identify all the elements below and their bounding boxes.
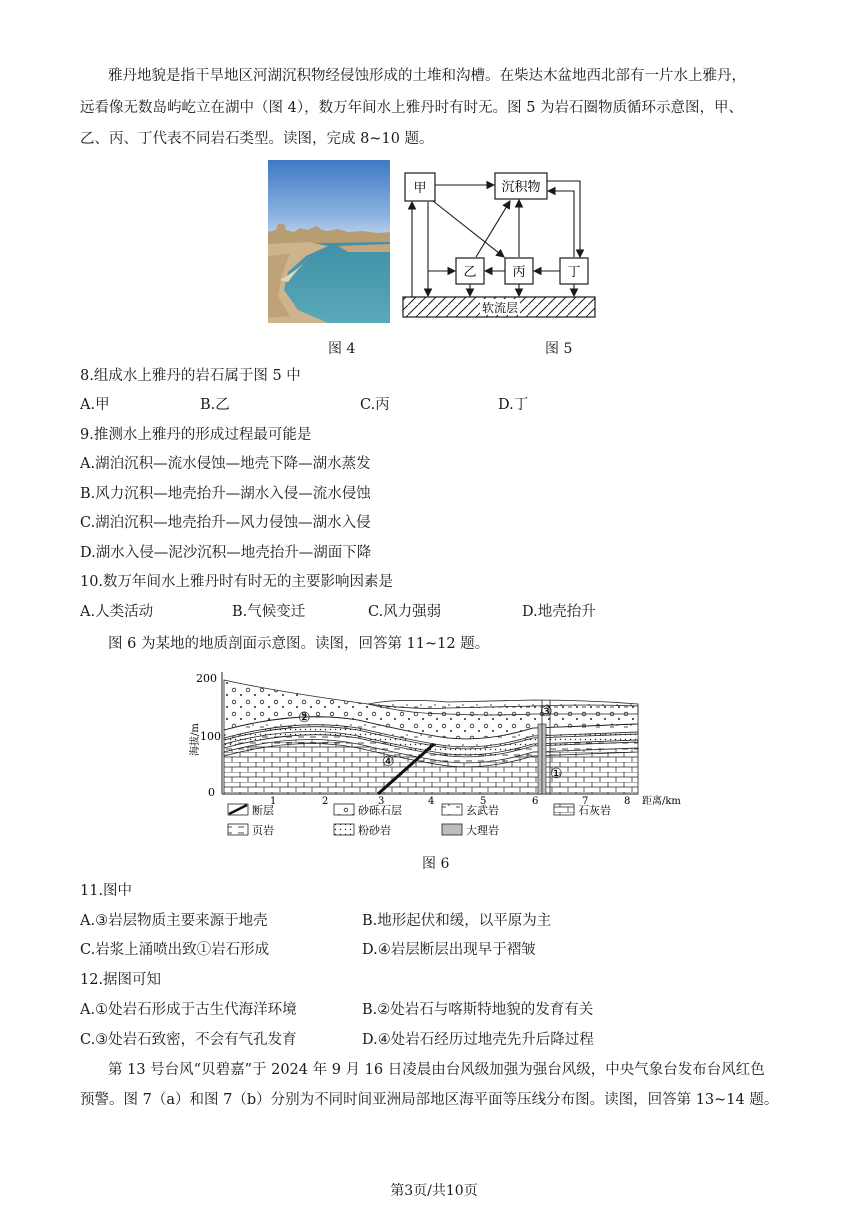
q10-option-c[interactable]: C.风力强弱 [368,604,442,620]
q8-option-c[interactable]: C.丙 [360,397,390,413]
x-tick-5: 5 [480,796,487,807]
fig6-legend [228,803,611,837]
fig6-strata [224,680,638,794]
q11-option-b[interactable]: B.地形起伏和缓，以平原为主 [362,913,552,929]
q9-option-a[interactable]: A.湖泊沉积—流水侵蚀—地壳下降—湖水蒸发 [80,456,371,472]
q10-option-a[interactable]: A.人类活动 [80,604,154,620]
intro-13-14-line1: 第 13 号台风“贝碧嘉”于 2024 年 9 月 16 日凌晨由台风级加强为强台风级，中央气象台发布台风红色 [108,1062,765,1078]
x-tick-6: 6 [532,796,539,807]
page-number-footer: 第3页/共10页 [390,1183,478,1199]
q12-option-c[interactable]: C.③处岩石致密，不会有气孔发育 [80,1032,297,1048]
legend-marble: 大理岩 [466,824,499,837]
q9-option-d[interactable]: D.湖水入侵—泥沙沉积—地壳抬升—湖面下降 [80,545,372,561]
q11-stem: 11.图中 [80,883,133,899]
fig5-caption: 图 5 [545,341,573,357]
mark-3: ③ [540,704,553,720]
fig4-caption: 图 4 [328,341,356,357]
intro-8-10-line1: 雅丹地貌是指干旱地区河湖沉积物经侵蚀形成的土堆和沟槽。在柴达木盆地西北部有一片水上雅丹， [108,68,746,84]
q8-stem: 8.组成水上雅丹的岩石属于图 5 中 [80,368,301,384]
label-jia: 甲 [413,181,427,196]
intro-8-10-line2: 远看像无数岛屿屹立在湖中（图 4），数万年间水上雅丹时有时无。图 5 为岩石圈物质循环示意图，甲、 [80,100,744,116]
q9-option-c[interactable]: C.湖泊沉积—地壳抬升—风力侵蚀—湖水入侵 [80,515,371,531]
q8-option-b[interactable]: B.乙 [200,397,230,413]
fig4-yardang-photo [268,160,390,323]
q12-option-b[interactable]: B.②处岩石与喀斯特地貌的发育有关 [362,1002,594,1018]
q12-stem: 12.据图可知 [80,972,162,988]
x-tick-3: 3 [378,796,385,807]
legend-conglomerate: 砂砾石层 [358,804,402,817]
intro-8-10-line3: 乙、丙、丁代表不同岩石类型。读图，完成 8~10 题。 [80,131,434,147]
legend-shale: 页岩 [252,824,274,837]
y-tick-200: 200 [196,672,217,685]
fig6-caption: 图 6 [422,856,450,872]
legend-basalt: 玄武岩 [466,804,499,817]
legend-siltstone: 粉砂岩 [358,824,391,837]
mark-4: ④ [382,754,395,770]
q10-option-d[interactable]: D.地壳抬升 [522,604,596,620]
q11-option-d[interactable]: D.④岩层断层出现早于褶皱 [362,942,536,958]
q8-option-a[interactable]: A.甲 [80,397,110,413]
q11-option-a[interactable]: A.③岩层物质主要来源于地壳 [80,913,268,929]
mark-2: ② [298,710,311,726]
y-tick-0: 0 [208,786,215,799]
intro-11-12: 图 6 为某地的地质剖面示意图。读图，回答第 11~12 题。 [108,636,490,652]
fig6-geologic-section [188,662,688,842]
y-tick-100: 100 [200,730,221,743]
fig5-rock-cycle-diagram [398,165,602,325]
legend-fault: 断层 [252,804,274,817]
q10-option-b[interactable]: B.气候变迁 [232,604,306,620]
q12-option-a[interactable]: A.①处岩石形成于古生代海洋环境 [80,1002,297,1018]
y-axis-label: 海拔/m [190,723,201,756]
label-sediment: 沉积物 [501,180,541,195]
q9-stem: 9.推测水上雅丹的形成过程最可能是 [80,427,312,443]
intro-13-14-line2: 预警。图 7（a）和图 7（b）分别为不同时间亚洲局部地区海平面等压线分布图。读图，回答第 13~14 题。 [80,1092,779,1108]
x-axis-label: 距离/km [642,796,681,807]
q11-option-c[interactable]: C.岩浆上涌喷出致①岩石形成 [80,942,270,958]
q12-option-d[interactable]: D.④处岩石经历过地壳先升后降过程 [362,1032,594,1048]
q9-option-b[interactable]: B.风力沉积—地壳抬升—湖水入侵—流水侵蚀 [80,486,371,502]
mark-1: ① [550,766,563,782]
label-asthenosphere: 软流层 [481,301,519,315]
label-yi: 乙 [463,265,477,280]
x-tick-7: 7 [582,796,589,807]
label-bing: 丙 [512,265,526,280]
q8-option-d[interactable]: D.丁 [498,397,529,413]
x-tick-4: 4 [428,796,435,807]
label-ding: 丁 [567,265,581,280]
x-tick-1: 1 [270,796,277,807]
x-tick-8: 8 [624,796,631,807]
legend-limestone: 石灰岩 [578,804,611,817]
q10-stem: 10.数万年间水上雅丹时有时无的主要影响因素是 [80,574,394,590]
x-tick-2: 2 [322,796,329,807]
